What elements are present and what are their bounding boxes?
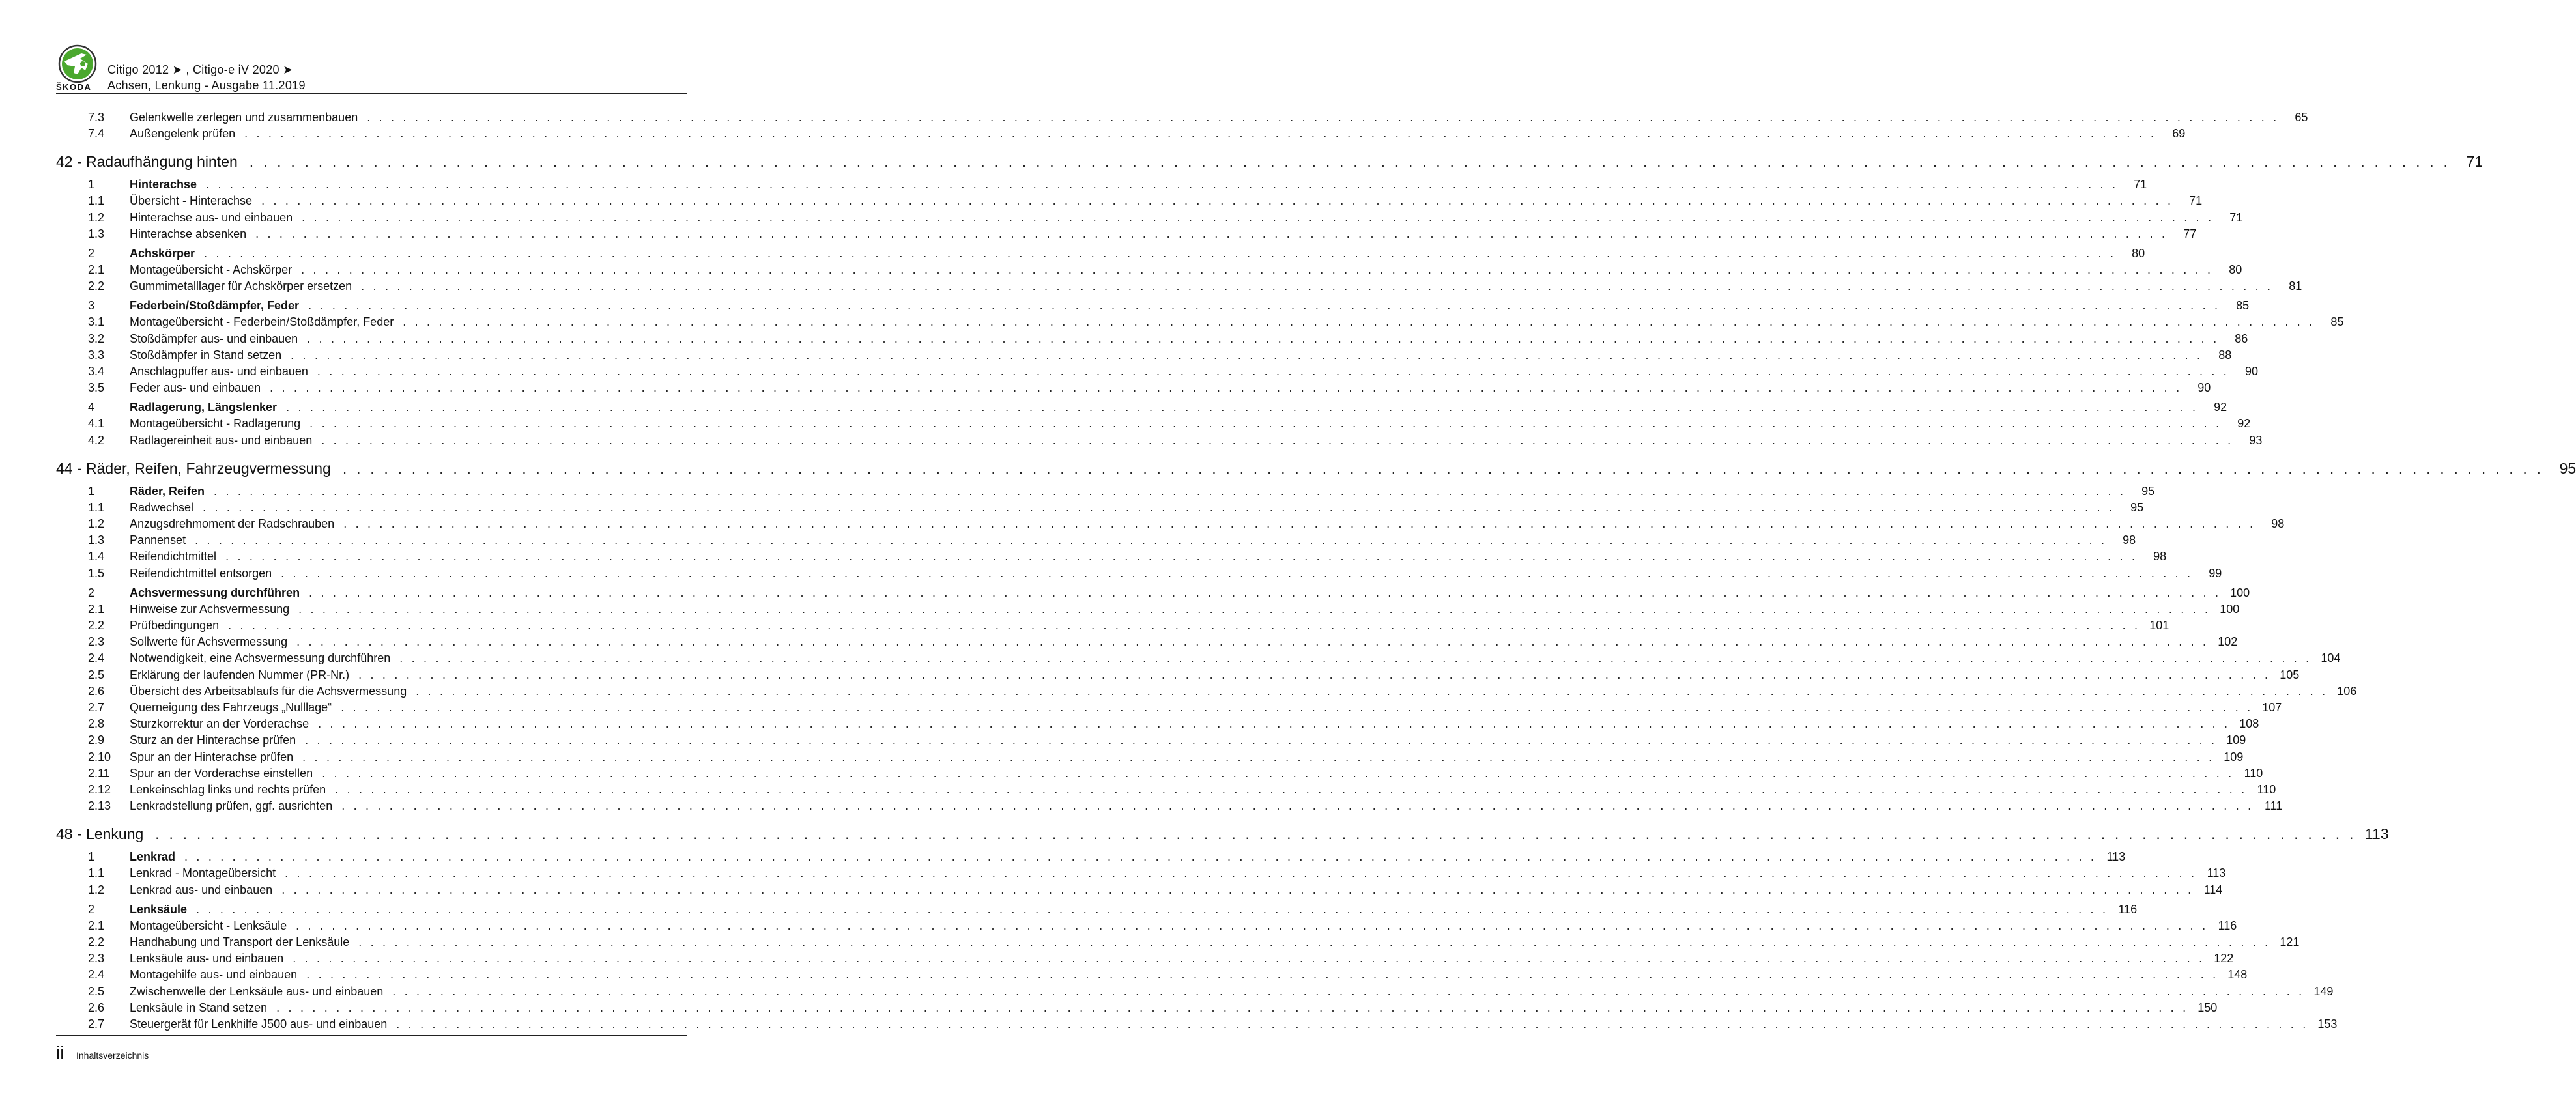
toc-entry[interactable] [56,798,2283,814]
dot-leader: . . . . . . . . . . . . . . . . . . . . . . . . . . . . . . . . . . . . . . . . . . . . . . . . . . . . . . . . . . . . . . . . . . . . . . . . . . . . . . . . . . . . . . . . . . . . . . . . . . . . . . . . . . . . . . . . . . . . . . . . . . . . . . . . . . . . . . . . . . . . . . . . . . . . . . . . . . . . . . . . [255,227,2168,240]
toc-page-number: 80 [2229,263,2242,276]
toc-title: Montagehilfe aus- und einbauen [130,968,298,982]
toc-number: 2.13 [88,799,111,813]
toc-title: Spur an der Hinterachse prüfen [130,750,294,763]
toc-entry[interactable] [56,347,2232,363]
toc-number: 3 [88,299,95,313]
header-rule [56,93,687,94]
toc-number: 2.7 [88,701,105,714]
toc-page-number: 92 [2214,401,2227,414]
toc-title: Montageübersicht - Federbein/Stoßdämpfer, Feder [130,315,394,329]
toc-title: Prüfbedingungen [130,619,220,632]
dot-leader: . . . . . . . . . . . . . . . . . . . . . . . . . . . . . . . . . . . . . . . . . . . . . . . . . . . . . . . . . . . . . . . . . . . . . . . . . . . . . . . . . . . . . . . . . . . . . . . . . . . . . . . . . . . . . . . . . . . . . . . . . . . . . . . . . . . . . . . . . . . . . . . . . . . . . . . . . . . . . . . . [403,315,2315,329]
toc-number: 7.3 [88,111,105,124]
toc-entry[interactable] [56,433,2263,449]
toc-title: Sollwerte für Achsvermessung [130,635,288,649]
toc-number: 3.3 [88,348,105,362]
toc-title: Lenksäule [130,902,188,916]
toc-number: 2.7 [88,1018,105,1031]
toc-number: 1.2 [88,883,105,896]
toc-page-number: 114 [2203,883,2223,896]
toc-chapter[interactable] [56,150,2483,173]
toc-page-number: 90 [2197,381,2211,395]
toc-page-number: 81 [2289,279,2302,293]
dot-leader: . . . . . . . . . . . . . . . . . . . . . . . . . . . . . . . . . . . . . . . . . . . . . . . . . . . . . . . . . . . . . . . . . . . . . . . . . . . . . . . . . . . . . . . . . . . . . . . . . . . . . . . . . . . . . . . . . . . . . . . . . . . . . . . . . . . . . . . . . . . . . . . . . . . . . . . . . . . . . . . . [341,799,2254,813]
toc-entry[interactable] [56,1000,2218,1016]
toc-entry[interactable] [56,650,2341,666]
toc-page-number: 92 [2237,417,2251,431]
toc-number: 2.4 [88,968,105,982]
dot-leader: . . . . . . . . . . . . . . . . . . . . . . . . . . . . . . . . . . . . . . . . . . . . . . . . . . . . . . . . . . . . . . . . . . . . . . . . . . . . . . . . . . . . . . . . . . . . . . . . . . . . . . . . . . . . . . . . . . . . . . . . . . . . . . . . . . . . . . . . . . . . . . . . . . . . . . . . . . . . . . . . [399,651,2312,665]
dot-leader: . . . . . . . . . . . . . . . . . . . . . . . . . . . . . . . . . . . . . . . . . . . . . . . . . . . . . . . . . . . . . . . . . . . . . . . . . . . . . . . . . . . . . . . . . . . . . . . . . . . . . . . . . . . . . . . . . . . . . . . . . . . . . . . . . . . . . . . . . . . . . . . . . . . . . . . . . . . . . . . . [358,668,2271,681]
toc-number: 2.9 [88,734,105,747]
toc-title: Achskörper [130,246,195,260]
dot-leader: . . . . . . . . . . . . . . . . . . . . . . . . . . . . . . . . . . . . . . . . . . . . . . . . . . . . . . . . . . . . . . . . . . . . . . . . . . . . . . . . . . . . . . . . . . . . . . . . . . . . . . . . . . . . . . . . . . . . . . . . . . . . . . . . . . . . . . . . . . . . . . . . . . . . . . . . . . . . . . . . [396,1018,2309,1031]
toc-title: Lenksäule aus- und einbauen [130,952,284,965]
toc-page-number: 90 [2244,365,2259,378]
dot-leader: . . . . . . . . . . . . . . . . . . . . . . . . . . . . . . . . . . . . . . . . . . . . . . . . . . . . . . . . . . . . . . . . . . . . . . . . . . . . . . . . . . . . . . . . . . . . . . . . . . . . . . . . . . . . . . . . . . . . . . . . . . . . . . . . . . . . . . . . . . . . . . . . . . . . . . . . . . . . . . . . [298,602,2211,616]
dot-leader: . . . . . . . . . . . . . . . . . . . . . . . . . . . . . . . . . . . . . . . . . . . . . . . . . . . . . . . . . . . . . . . . . . . . . . . . . . . . . . . . . . . . . . . . . . . . . . . . . . . . . . . . . . . . . . . . . . . . . . . . . . . . . . . . . . . . . . . . . . . . . . . . . . . . . . . . . . . . . . . . [302,750,2215,763]
toc-number: 2.6 [88,684,105,698]
toc-title: Montageübersicht - Achskörper [130,263,293,276]
toc-page-number: 71 [2466,153,2483,171]
dot-leader: . . . . . . . . . . . . . . . . . . . . . . . . . . . . . . . . . . . . . . . . . . . . . . . . . . . . . . . . . . . . . . . . . . . . . . . . . . . . . . . . . . . . . . . . . . . . . . . . . . . . . . . . . . . . . . . . . . . . . . . . . . . . . . . . . . . . . . . . . . . . . . . . . . . . . . . . . . . . . . . . [261,194,2174,208]
dot-leader: . . . . . . . . . . . . . . . . . . . . . . . . . . . . . . . . . . . . . . . . . . . . . . . . . . . . . . . . . . . . . . . . . . . . . . . . . . . . . . . . . . . . . . . . . . . . . . . . . . . . . . . . . . . . . . . . . . . . . . . . . . . . . . . . . . . . . . . . . . . . . . . . . . . . . . . . . . . . . . . . [281,883,2194,896]
toc-number: 2.2 [88,619,105,632]
toc-title: Übersicht - Hinterachse [130,194,253,208]
dot-leader: . . . . . . . . . . . . . . . . . . . . . . . . . . . . . . . . . . . . . . . . . . . . . . . . . . . . . . . . . . . . . . . . . . . . . . . . . . . . . . . . . . . . . . . . . . . . . . . . . . . . . . . . . . . . . . . . . . . . . . . . . . . . . . . . . . . . . . . . . . . . . . . . . . . . . . . . . . . . . . . . [318,717,2231,731]
toc-entry[interactable] [56,416,2251,432]
toc-entry[interactable] [56,532,2136,548]
toc-title: Stoßdämpfer in Stand setzen [130,348,282,362]
dot-leader: . . . . . . . . . . . . . . . . . . . . . . . . . . . . . . . . . . . . . . . . . . . . . . . . . . . . . . . . . . . . . . . . . . . . . . . . . . . . . . . . . . . . . . . . . . . . . . . . . . . . . . . . . . . . . . . . . . . . . . . . . . . . . . . . . . . . . . . . . . . . . . . . . . . . . . . . . . . . . . . . [322,766,2235,780]
dot-leader: . . . . . . . . . . . . . . . . . . . . . . . . . . . . . . . . . . . . . . . . . . . . . . . . . . . . . . . . . . . . . . . . . . . . . . . . . . . . . . . . . . . . . . . . . . . . . . . . . . . . . . . . . . . . . . . . . . . . . . . . . . . . . . . . . . . . . . . . . . . . . . . . . . . . . . . . . . . . . . . . [416,684,2328,698]
toc-page-number: 121 [2280,935,2300,948]
toc-entry[interactable] [56,126,2186,142]
toc-entry[interactable] [56,193,2203,209]
toc-page-number: 85 [2236,299,2250,313]
toc-entry[interactable] [56,516,2285,532]
toc-entry[interactable] [56,765,2263,782]
toc-number: 1.1 [88,194,105,208]
toc-page-number: 113 [2207,866,2226,880]
toc-title: Handhabung und Transport der Lenksäule [130,935,350,948]
toc-title: Federbein/Stoßdämpfer, Feder [130,299,300,313]
skoda-logo [58,44,97,83]
toc-page-number: 116 [2118,902,2138,916]
toc-title: Radlagereinheit aus- und einbauen [130,433,313,447]
toc-entry[interactable] [56,934,2300,950]
toc-section[interactable] [56,298,2250,314]
toc-page-number: 77 [2183,227,2197,240]
toc-number: 2.10 [88,750,111,763]
dot-leader: . . . . . . . . . . . . . . . . . . . . . . . . . . . . . . . . . . . . . . . . . . . . . . . . . . . . . . . . . . . . . . . . . . . . . . . . . . . . . . . . . . . . . . . . . . . . . . . . . . . . . . . . . . . . . . . . . . . . . . . . . . . . . . . . . . . . . . . . . . . . . . . . . . . . . . . . . . . . . . . . [225,550,2138,563]
toc-entry[interactable] [56,548,2167,565]
toc-entry[interactable] [56,984,2334,1000]
toc-title: Lenkrad [130,850,176,864]
dot-leader: . . . . . . . . . . . . . . . . . . . . . . . . . . . . . . . . . . . . . . . . . . . . . . . . . . . . . . . . . . . . . . . . . . . . . . . . . . . . . . . . . . . . . . . . . . . . . . . . . . . . . . . . . . . . . . . . . . . . . . . . . . . . . . . . . . . . . . . . . . . . . . . . . . . . . . . . . . . . . . . . [203,500,2115,514]
toc-number: 2.5 [88,668,105,681]
toc-title: 42 - Radaufhängung hinten [56,153,238,171]
toc-number: 2.2 [88,279,105,293]
toc-title: Hinweise zur Achsvermessung [130,602,290,616]
toc-number: 1 [88,850,95,864]
toc-page-number: 85 [2330,315,2344,329]
toc-page-number: 98 [2271,517,2285,530]
toc-page-number: 98 [2123,534,2136,547]
dot-leader: . . . . . . . . . . . . . . . . . . . . . . . . . . . . . . . . . . . . . . . . . . . . . . . . . . . . . . . . . . . . . . . . . . . . . . . . . . . . . . . . . . . . . . . . . . . . . . . . . . . . . . . . . . . . . . . . . . . . . . . . . . . . . . . . . . . . . . . . . . . . . . . . . . . . . . . . . . . . . . . . [301,263,2214,276]
dot-leader: . . . . . . . . . . . . . . . . . . . . . . . . . . . . . . . . . . . . . . . . . . . . . . . . . . . . . . . . . . . . . . . . . . . . . . . . . . . . . . . . . . . . . . . . . . . . . . . . . . . . . . . . . . . . . . . . . . . . . . . . . . . . . . . . . . . . . . . . . . . . . . . . . . . . . . . . . . . . . . . . [286,401,2199,414]
toc-title: Hinterachse [130,178,197,192]
toc-title: Zwischenwelle der Lenksäule aus- und einbauen [130,984,384,998]
toc-page-number: 95 [2559,459,2576,477]
dot-leader: . . . . . . . . . . . . . . . . . . . . . . . . . . . . . . . . . . . . . . . . . . . . . . . . . . . . . . . . . . . . . . . . . . . . . . . . . . . . . . . . . . . . . . . . . . . . . . . . . . . . . . . . . . . . . . . . . . . . . . . . . . . . . . . . . . . . . . . . . . . . . . . . . . . . . . . . . . . . . . . . [309,417,2222,431]
dot-leader: . . . . . . . . . . . . . . . . . . . . . . . . . . . . . . . . . . . . . . . . . . . . . . . . . . . . . . . . . . . . . . . . . . . . . . . . . . . . . . . . . . . . . . . . . . . . . . . . . . . . . . . . . . . . . . . . . . . . . . . . . . . . . . . . . . . . . . . . . . . . . . . . . . . . . . . . . . . . . . . . [343,517,2256,530]
toc-title: Querneigung des Fahrzeugs „Nulllage“ [130,701,332,714]
dot-leader: . . . . . . . . . . . . . . . . . . . . . . . . . . . . . . . . . . . . . . . . . . . . . . . . . . . . . . . . . . . . . . . . . . . . . . . . . . . . . . . . . . . . . . . . . . . . . . . . . . . . . . . . . . . . . . . . . . . . . . . . . . . . . . . . . . . . . . . . . . . . . . . . . . . . . . . . . . . . . . . . [296,919,2209,932]
toc-number: 2.1 [88,263,105,276]
toc-entry[interactable] [56,918,2237,934]
dot-leader: . . . . . . . . . . . . . . . . . . . . . . . . . . . . . . . . . . . . . . . . . . . . . . . . . . . . . . . . . . . . . . . . . . . . . . . . . . . . . . . . . . . . . . . . . . . . . . . . . . . . . . . . . . . . . . . . . . . . . . . . . . . . . . . . . . . . . . . . . . . . . . . . . . . . . . . . . . . . . . . . [228,619,2141,632]
toc-title: Reifendichtmittel [130,550,217,563]
toc-section[interactable] [56,246,2145,262]
toc-title: Sturzkorrektur an der Vorderachse [130,717,309,731]
header-title-line: Achsen, Lenkung - Ausgabe 11.2019 [107,79,306,92]
toc-number: 1.2 [88,517,105,530]
toc-entry[interactable] [56,262,2242,278]
dot-leader: . . . . . . . . . . . . . . . . . . . . . . . . . . . . . . . . . . . . . . . . . . . . . . . . . . . . . . . . . . . . . . . . . . . . . . . . . . . . . . . . . . . . . . . . . . . . . . . . . . . . . . . . . . . . . . . . . . . . . . . . . . . . . . . . . . . . . . . . . . . . . . . . . . . . . . . . . . . . . . . . [306,968,2219,982]
toc-title: Radwechsel [130,500,194,514]
toc-title: Lenksäule in Stand setzen [130,1001,268,1014]
dot-leader: . . . . . . . . . . . . . . . . . . . . . . . . . . . . . . . . . . . . . . . . . . . . . . . . . . . . . . . . . . . . . . . . . . . . . . . . . . . . . . . . . . . . . . . . . . . . . . . . . . . . . . . . . . . . . . . . . . . . . . . . . . . . . . . . . . . . . . . . . . . . . . . . . . . . . . . . . . . . . . . . [285,866,2197,880]
toc-number: 4 [88,401,95,414]
toc-title: 44 - Räder, Reifen, Fahrzeugvermessung [56,459,331,477]
toc-number: 3.4 [88,365,105,378]
toc-page-number: 106 [2337,684,2357,698]
toc-title: Hinterachse aus- und einbauen [130,210,293,224]
toc-page-number: 113 [2106,850,2126,864]
toc-entry[interactable] [56,700,2282,716]
toc-number: 4.2 [88,433,105,447]
dot-leader: . . . . . . . . . . . . . . . . . . . . . . . . . . . . . . . . . . . . . . . . . . . . . . . . . . . . . . . . . . . . . . . . . . . . . . . . . . . . . . . . . . . . . . . . . . . . . . . . . . . . . . . . . . . . . . . . . . . . . . . . . . . . . . . . . . . . . . . . . . . . . . . . . . . . . . . . . . . . . . . . [291,348,2203,362]
toc-title: Montageübersicht - Radlagerung [130,417,301,431]
dot-leader: . . . . . . . . . . . . . . . . . . . . . . . . . . . . . . . . . . . . . . . . . . . . . . . . . . . . . . . . . . . . . . . . . . . . . . . . . . . . . . . . . . . . . . . . . . . . . . . . . . . . . . . . . . . . . . . . . . . . . . . . . . . . . . . . . . . . . . . . . . . . . . . . . . . . . . . . . . . . . . . . [214,484,2126,498]
toc-title: 48 - Lenkung [56,825,144,843]
footer-page-number: ii [56,1042,64,1062]
dot-leader: . . . . . . . . . . . . . . . . . . . . . . . . . . . . . . . . . . . . . . . . . . . . . . . . . . . . . . . . . . . . . . . . . . . . . . . . . . . . . . . . . . . . . . . . . . . . . . . . . . . . . . . . . . . . . . . . . . . . . . . . . . . . . . . . . . . . . . . . . . . . . . . . . . . . . . . . . . . . . . . . [335,783,2248,796]
dot-leader: . . . . . . . . . . . . . . . . . . . . . . . . . . . . . . . . . . . . . . . . . . . . . . . . . . . . . . . . . . . . . . . . . . . . . . . . . . . . . . . . . . . . . . . . . . . . . . . . . . . . . . . . . . . . . . . . . . . . . . . . . . . . . . . . . . . . . . . . . . . . . . . . . . . . . . . . . . . . . . . . [296,635,2209,649]
toc-entry[interactable] [56,782,2276,798]
toc-number: 2.1 [88,602,105,616]
dot-leader: . . . . . . . . . . . . . . . . . . . . . . . . . . . . . . . . . . . . . . . . . . . . . . . . . . . . . . . . . . . . . . . . . . . . . . . . . . . . . . . . . . . . . . . . . . . . . . . . . . . . . . . . . . . . . . . . . . . . . . . . . . . . . . . . . . . . . . . . . . . . . . . . . . . . . . . . . . . . . . . . [309,586,2222,599]
toc-entry[interactable] [56,732,2246,748]
toc-number: 1 [88,484,95,498]
toc-number: 2.11 [88,766,110,780]
toc-page-number: 113 [2364,825,2389,843]
toc-title: Lenkradstellung prüfen, ggf. ausrichten [130,799,333,813]
dot-leader: . . . . . . . . . . . . . . . . . . . . . . . . . . . . . . . . . . . . . . . . . . . . . . . . . . . . . . . . . . . . . . . . . . . . . . . . . . . . . . . . . . . . . . . . . . . . . . . . . . . . . . . . . . . . . . . . . . . . . . . . . . . . . . . . . . . . . . . . . . . . . . . . . . . . . . . . . . . . . . . . [307,332,2220,345]
toc-title: Räder, Reifen [130,484,205,498]
dot-leader: . . . . . . . . . . . . . . . . . . . . . . . . . . . . . . . . . . . . . . . . . . . . . . . . . . . . . . . . . . . . . . . . . . . . . . . . . . . . . . . . . . . . . . . . . . . . . . . . . . . . . . . . . . . . . . . . . . . . . . . . . . . . . . . . . . . . . . . . . . . . . . . . . . . . . . . . . . . . . . . . [206,178,2119,192]
toc-title: Lenkrad - Montageübersicht [130,866,276,880]
toc-page-number: 108 [2239,717,2259,731]
toc-page-number: 65 [2295,111,2308,124]
toc-page-number: 110 [2257,783,2276,796]
toc-page-number: 102 [2218,635,2238,649]
dot-leader: . . . . . . . . . . . . . . . . . . . . . . . . . . . . . . . . . . . . . . . . . . . . . . . . . . . . . . . . . . . . . . . . . . . . . . . . . . . . . . . . . . . . . . . . . . . . . . . . . . . . . . . . . . . . . . . . . . . . . . . . . . . . . . . . . . . . . . . . . . . . . . . . . . . . . . . . . . . . . . . . [392,984,2305,998]
dot-leader: . . . . . . . . . . . . . . . . . . . . . . . . . . . . . . . . . . . . . . . . . . . . . . . . . . . . . . . . . . . . . . . . . . . . . . . . . . . . . . . . . . . . . . . . . . . . . . . . . . . . . . . . . . . . . . . . . . . . . . . . . . . . . . . . . . . . . . . . . . . . . . . . . . . . . . . . . . . . . . . . [367,111,2280,124]
dot-leader: . . . . . . . . . . . . . . . . . . . . . . . . . . . . . . . . . . . . . . . . . . . . . . . . . . . . . . . . . . . . . . . . . . . . . . . . . . . . . . . . . . . . . . . . . . . . . . . . . . . . . . . . . . . . . . . . . . . . . . . . . . . . . . . . . . . . . . . . . . . . . . . . . . . . . . . . . . . . . . . . [305,734,2218,747]
toc-number: 1.4 [88,550,105,563]
toc-title: Sturz an der Hinterachse prüfen [130,734,296,747]
toc-entry[interactable] [56,865,2226,881]
toc-title: Pannenset [130,534,186,547]
toc-number: 3.2 [88,332,105,345]
dot-leader: . . . . . . . . . . . . . . . . . . . . . . . . . . . . . . . . . . . . . . . . . . . . . . . . . . . . . . . . . . . . . . . . . . . . . . . . . . . . . . . . . . . . . . . . . . . . . . . . . . . . . . . . . . . . . . . . . . . . . . . . . . . . . . . . . . . . . . . . . . . . . . . . . . . . . . . . . . . . . . . . [244,127,2157,141]
toc-page-number: 69 [2172,127,2186,141]
dot-leader: . . . . . . . . . . . . . . . . . . . . . . . . . . . . . . . . . . . . . . . . . . . . . . . . . . . . . . . . . . . . . . . . . . . . . . . . . . . . . . . . . . . . . . . . . . . . . . . . . . . . . . . . . . . . . . . . . . . . . . . . . . . . . . . . . . . . . . . . . . . . . . . . . . . . . . . . . . . . . . . . [342,459,2544,477]
toc-entry[interactable] [56,314,2344,330]
toc-title: Lenkrad aus- und einbauen [130,883,273,896]
header-model-line: Citigo 2012 ➤ , Citigo-e iV 2020 ➤ [107,63,293,76]
toc-page-number: 71 [2189,194,2203,208]
toc-entry[interactable] [56,331,2248,347]
dot-leader: . . . . . . . . . . . . . . . . . . . . . . . . . . . . . . . . . . . . . . . . . . . . . . . . . . . . . . . . . . . . . . . . . . . . . . . . . . . . . . . . . . . . . . . . . . . . . . . . . . . . . . . . . . . . . . . . . . . . . . . . . . . . . . . . . . . . . . . . . . . . . . . . . . . . . . . . . . . . . . . . [249,153,2451,171]
toc-entry[interactable] [56,683,2357,700]
toc-number: 1.3 [88,227,105,240]
toc-entry[interactable] [56,109,2308,126]
toc-title: Notwendigkeit, eine Achsvermessung durchführen [130,651,391,665]
toc-page-number: 122 [2214,952,2234,965]
toc-title: Reifendichtmittel entsorgen [130,566,272,580]
toc-page-number: 80 [2132,246,2145,260]
toc-page-number: 93 [2249,433,2263,447]
dot-leader: . . . . . . . . . . . . . . . . . . . . . . . . . . . . . . . . . . . . . . . . . . . . . . . . . . . . . . . . . . . . . . . . . . . . . . . . . . . . . . . . . . . . . . . . . . . . . . . . . . . . . . . . . . . . . . . . . . . . . . . . . . . . . . . . . . . . . . . . . . . . . . . . . . . . . . . . . . . . . . . . [308,299,2221,313]
toc-page-number: 86 [2235,332,2248,345]
toc-section[interactable] [56,585,2250,601]
toc-page-number: 71 [2229,210,2243,224]
toc-number: 2.8 [88,717,105,731]
dot-leader: . . . . . . . . . . . . . . . . . . . . . . . . . . . . . . . . . . . . . . . . . . . . . . . . . . . . . . . . . . . . . . . . . . . . . . . . . . . . . . . . . . . . . . . . . . . . . . . . . . . . . . . . . . . . . . . . . . . . . . . . . . . . . . . . . . . . . . . . . . . . . . . . . . . . . . . . . . . . . . . . [276,1001,2189,1014]
toc-number: 2.1 [88,919,105,932]
dot-leader: . . . . . . . . . . . . . . . . . . . . . . . . . . . . . . . . . . . . . . . . . . . . . . . . . . . . . . . . . . . . . . . . . . . . . . . . . . . . . . . . . . . . . . . . . . . . . . . . . . . . . . . . . . . . . . . . . . . . . . . . . . . . . . . . . . . . . . . . . . . . . . . . . . . . . . . . . . . . . . . . [302,210,2214,224]
toc-page-number: 88 [2218,348,2232,362]
toc-chapter[interactable] [56,823,2389,845]
footer-label: Inhaltsverzeichnis [76,1050,149,1061]
toc-page-number: 148 [2227,968,2248,982]
toc-page-number: 109 [2226,734,2246,747]
toc-entry[interactable] [56,967,2248,983]
toc-section[interactable] [56,399,2227,416]
dot-leader: . . . . . . . . . . . . . . . . . . . . . . . . . . . . . . . . . . . . . . . . . . . . . . . . . . . . . . . . . . . . . . . . . . . . . . . . . . . . . . . . . . . . . . . . . . . . . . . . . . . . . . . . . . . . . . . . . . . . . . . . . . . . . . . . . . . . . . . . . . . . . . . . . . . . . . . . . . . . . . . . [184,850,2097,864]
toc-entry[interactable] [56,950,2234,967]
toc-title: Außengelenk prüfen [130,127,236,141]
toc-number: 2 [88,586,95,599]
toc-number: 2.3 [88,952,105,965]
toc-title: Feder aus- und einbauen [130,381,261,395]
toc-section[interactable] [56,483,2155,500]
toc-number: 2.3 [88,635,105,649]
brand-wordmark: ŠKODA [56,82,92,92]
dot-leader: . . . . . . . . . . . . . . . . . . . . . . . . . . . . . . . . . . . . . . . . . . . . . . . . . . . . . . . . . . . . . . . . . . . . . . . . . . . . . . . . . . . . . . . . . . . . . . . . . . . . . . . . . . . . . . . . . . . . . . . . . . . . . . . . . . . . . . . . . . . . . . . . . . . . . . . . . . . . . . . . [293,952,2205,965]
toc-entry[interactable] [56,380,2211,396]
toc-entry[interactable] [56,749,2244,765]
toc-number: 2 [88,902,95,916]
toc-entry[interactable] [56,500,2144,516]
toc-page-number: 109 [2224,750,2244,763]
toc-page-number: 150 [2197,1001,2218,1014]
toc-title: Hinterachse absenken [130,227,247,240]
toc-page-number: 149 [2313,984,2334,998]
footer-rule [56,1035,687,1036]
toc-number: 1.3 [88,534,105,547]
toc-title: Achsvermessung durchführen [130,586,300,599]
dot-leader: . . . . . . . . . . . . . . . . . . . . . . . . . . . . . . . . . . . . . . . . . . . . . . . . . . . . . . . . . . . . . . . . . . . . . . . . . . . . . . . . . . . . . . . . . . . . . . . . . . . . . . . . . . . . . . . . . . . . . . . . . . . . . . . . . . . . . . . . . . . . . . . . . . . . . . . . . . . . . . . . [270,381,2182,395]
toc-page-number: 95 [2141,484,2155,498]
dot-leader: . . . . . . . . . . . . . . . . . . . . . . . . . . . . . . . . . . . . . . . . . . . . . . . . . . . . . . . . . . . . . . . . . . . . . . . . . . . . . . . . . . . . . . . . . . . . . . . . . . . . . . . . . . . . . . . . . . . . . . . . . . . . . . . . . . . . . . . . . . . . . . . . . . . . . . . . . . . . . . . . [195,534,2108,547]
toc-entry[interactable] [56,716,2259,732]
toc-title: Anschlagpuffer aus- und einbauen [130,365,308,378]
toc-number: 2 [88,246,95,260]
toc-number: 3.5 [88,381,105,395]
toc-title: Montageübersicht - Lenksäule [130,919,287,932]
toc-entry[interactable] [56,1016,2338,1033]
toc-number: 3.1 [88,315,105,329]
toc-title: Gelenkwelle zerlegen und zusammenbauen [130,111,358,124]
toc-number: 1.1 [88,866,105,880]
dot-leader: . . . . . . . . . . . . . . . . . . . . . . . . . . . . . . . . . . . . . . . . . . . . . . . . . . . . . . . . . . . . . . . . . . . . . . . . . . . . . . . . . . . . . . . . . . . . . . . . . . . . . . . . . . . . . . . . . . . . . . . . . . . . . . . . . . . . . . . . . . . . . . . . . . . . . . . . . . . . . . . . [321,433,2234,447]
dot-leader: . . . . . . . . . . . . . . . . . . . . . . . . . . . . . . . . . . . . . . . . . . . . . . . . . . . . . . . . . . . . . . . . . . . . . . . . . . . . . . . . . . . . . . . . . . . . . . . . . . . . . . . . . . . . . . . . . . . . . . . . . . . . . . . . . . . . . . . . . . . . . . . . . . . . . . . . . . . . . . . . [155,825,2356,843]
toc-number: 4.1 [88,417,105,431]
toc-entry[interactable] [56,363,2259,380]
toc-title: Spur an der Vorderachse einstellen [130,766,313,780]
toc-title: Gummimetalllager für Achskörper ersetzen [130,279,352,293]
toc-number: 1.1 [88,500,105,514]
toc-page-number: 111 [2264,799,2283,813]
toc-number: 2.6 [88,1001,105,1014]
toc-entry[interactable] [56,882,2223,898]
dot-leader: . . . . . . . . . . . . . . . . . . . . . . . . . . . . . . . . . . . . . . . . . . . . . . . . . . . . . . . . . . . . . . . . . . . . . . . . . . . . . . . . . . . . . . . . . . . . . . . . . . . . . . . . . . . . . . . . . . . . . . . . . . . . . . . . . . . . . . . . . . . . . . . . . . . . . . . . . . . . . . . . [204,246,2117,260]
toc-number: 2.2 [88,935,105,948]
toc-title: Erklärung der laufenden Nummer (PR-Nr.) [130,668,350,681]
toc-page-number: 71 [2134,178,2147,192]
toc-number: 1 [88,178,95,192]
toc-title: Steuergerät für Lenkhilfe J500 aus- und einbauen [130,1018,388,1031]
toc-number: 7.4 [88,127,105,141]
toc-page-number: 95 [2130,500,2144,514]
toc-entry[interactable] [56,634,2238,650]
dot-leader: . . . . . . . . . . . . . . . . . . . . . . . . . . . . . . . . . . . . . . . . . . . . . . . . . . . . . . . . . . . . . . . . . . . . . . . . . . . . . . . . . . . . . . . . . . . . . . . . . . . . . . . . . . . . . . . . . . . . . . . . . . . . . . . . . . . . . . . . . . . . . . . . . . . . . . . . . . . . . . . . [196,902,2109,916]
toc-page-number: 110 [2244,766,2263,780]
toc-page-number: 104 [2321,651,2341,665]
toc-page-number: 153 [2317,1018,2338,1031]
toc-entry[interactable] [56,565,2222,582]
toc-page-number: 101 [2149,619,2169,632]
toc-section[interactable] [56,849,2126,865]
toc-entry[interactable] [56,226,2197,242]
toc-page-number: 100 [2220,602,2240,616]
toc-entry[interactable] [56,601,2240,618]
toc-entry[interactable] [56,278,2302,294]
toc-number: 2.4 [88,651,105,665]
toc-entry[interactable] [56,667,2300,683]
toc-page-number: 105 [2280,668,2300,681]
toc-page-number: 98 [2153,550,2167,563]
toc-number: 2.5 [88,984,105,998]
toc-section[interactable] [56,902,2138,918]
toc-number: 1.2 [88,210,105,224]
toc-section[interactable] [56,177,2147,193]
toc-title: Radlagerung, Längslenker [130,401,278,414]
dot-leader: . . . . . . . . . . . . . . . . . . . . . . . . . . . . . . . . . . . . . . . . . . . . . . . . . . . . . . . . . . . . . . . . . . . . . . . . . . . . . . . . . . . . . . . . . . . . . . . . . . . . . . . . . . . . . . . . . . . . . . . . . . . . . . . . . . . . . . . . . . . . . . . . . . . . . . . . . . . . . . . . [281,566,2194,580]
toc-page-number: 107 [2262,701,2282,714]
toc-number: 2.12 [88,783,111,796]
dot-leader: . . . . . . . . . . . . . . . . . . . . . . . . . . . . . . . . . . . . . . . . . . . . . . . . . . . . . . . . . . . . . . . . . . . . . . . . . . . . . . . . . . . . . . . . . . . . . . . . . . . . . . . . . . . . . . . . . . . . . . . . . . . . . . . . . . . . . . . . . . . . . . . . . . . . . . . . . . . . . . . . [358,935,2271,948]
toc-entry[interactable] [56,618,2169,634]
toc-title: Lenkeinschlag links und rechts prüfen [130,783,326,796]
toc-entry[interactable] [56,210,2243,226]
toc-title: Anzugsdrehmoment der Radschrauben [130,517,335,530]
toc-page-number: 100 [2230,586,2250,599]
toc-title: Stoßdämpfer aus- und einbauen [130,332,298,345]
dot-leader: . . . . . . . . . . . . . . . . . . . . . . . . . . . . . . . . . . . . . . . . . . . . . . . . . . . . . . . . . . . . . . . . . . . . . . . . . . . . . . . . . . . . . . . . . . . . . . . . . . . . . . . . . . . . . . . . . . . . . . . . . . . . . . . . . . . . . . . . . . . . . . . . . . . . . . . . . . . . . . . . [317,365,2230,378]
toc-number: 1.5 [88,566,105,580]
toc-page-number: 99 [2209,566,2222,580]
dot-leader: . . . . . . . . . . . . . . . . . . . . . . . . . . . . . . . . . . . . . . . . . . . . . . . . . . . . . . . . . . . . . . . . . . . . . . . . . . . . . . . . . . . . . . . . . . . . . . . . . . . . . . . . . . . . . . . . . . . . . . . . . . . . . . . . . . . . . . . . . . . . . . . . . . . . . . . . . . . . . . . . [341,701,2254,714]
toc-title: Übersicht des Arbeitsablaufs für die Achsvermessung [130,684,407,698]
dot-leader: . . . . . . . . . . . . . . . . . . . . . . . . . . . . . . . . . . . . . . . . . . . . . . . . . . . . . . . . . . . . . . . . . . . . . . . . . . . . . . . . . . . . . . . . . . . . . . . . . . . . . . . . . . . . . . . . . . . . . . . . . . . . . . . . . . . . . . . . . . . . . . . . . . . . . . . . . . . . . . . . [361,279,2274,293]
toc-chapter[interactable] [56,457,2576,479]
toc-page-number: 116 [2218,919,2237,932]
